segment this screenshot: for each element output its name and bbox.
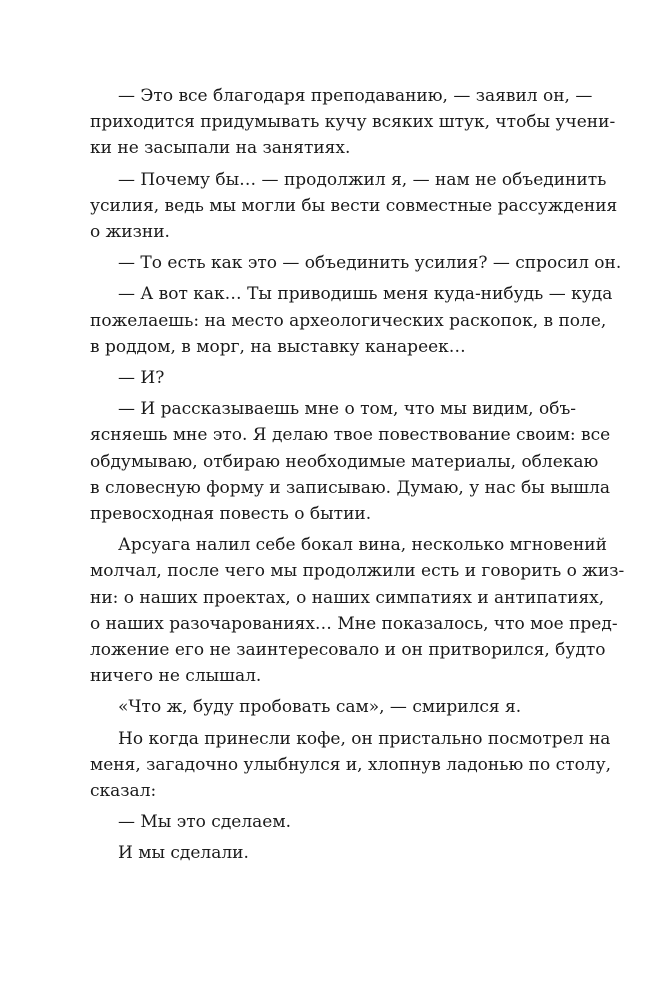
paragraph bbox=[90, 840, 576, 866]
text-line: — А вот как… Ты приводишь меня куда-нибудь — куда bbox=[118, 284, 613, 305]
paragraph bbox=[90, 167, 618, 246]
text-line: меня, загадочно улыбнулся и, хлопнув ладонью по столу, bbox=[90, 754, 612, 775]
text-line: в роддом, в морг, на выставку канареек… bbox=[90, 336, 466, 357]
text-line: ясняешь мне это. Я делаю твое повествование своим: все bbox=[90, 425, 611, 446]
text-line: о жизни. bbox=[90, 222, 170, 243]
text-line: Но когда принесли кофе, он пристально посмотрел на bbox=[118, 728, 611, 749]
paragraph bbox=[90, 281, 613, 360]
paragraph bbox=[90, 726, 612, 805]
paragraph bbox=[90, 694, 576, 720]
page-text bbox=[90, 83, 625, 872]
text-line: — То есть как это — объединить усилия? — спросил он. bbox=[118, 253, 622, 274]
text-line: ничего не слышал. bbox=[90, 666, 262, 687]
text-line: обдумываю, отбираю необходимые материалы, облекаю bbox=[90, 451, 599, 472]
text-line: ки не засыпали на занятиях. bbox=[90, 138, 351, 159]
text-line: приходится придумывать кучу всяких штук, чтобы учени- bbox=[90, 112, 616, 133]
paragraph bbox=[90, 396, 611, 527]
text-line: Арсуага налил себе бокал вина, несколько мгновений bbox=[118, 535, 607, 556]
text-line: превосходная повесть о бытии. bbox=[90, 504, 372, 525]
text-line: ни: о наших проектах, о наших симпатиях и антипатиях, bbox=[90, 587, 605, 608]
paragraph bbox=[90, 250, 622, 276]
paragraph bbox=[90, 83, 616, 162]
text-line: ложение его не заинтересовало и он притворился, будто bbox=[90, 640, 606, 661]
text-line: в словесную форму и записываю. Думаю, у нас бы вышла bbox=[90, 477, 611, 498]
text-line: о наших разочарованиях… Мне показалось, что мое пред- bbox=[90, 613, 618, 634]
text-line: пожелаешь: на место археологических раскопок, в поле, bbox=[90, 310, 607, 331]
text-line: — И? bbox=[118, 368, 165, 389]
text-line: молчал, после чего мы продолжили есть и говорить о жиз- bbox=[90, 561, 625, 582]
text-line: усилия, ведь мы могли бы вести совместные рассуждения bbox=[90, 195, 618, 216]
paragraph bbox=[90, 809, 576, 835]
paragraph bbox=[90, 532, 625, 689]
text-line: — Это все благодаря преподаванию, — заявил он, — bbox=[118, 86, 593, 106]
text-line: — Мы это сделаем. bbox=[118, 812, 291, 833]
text-line: — Почему бы… — продолжил я, — нам не объединить bbox=[118, 169, 607, 190]
text-line: «Что ж, буду пробовать сам», — смирился я. bbox=[118, 697, 522, 718]
text-line: И мы сделали. bbox=[118, 843, 249, 864]
text-line: — И рассказываешь мне о том, что мы видим, объ- bbox=[118, 399, 577, 420]
paragraph bbox=[90, 365, 576, 391]
text-line: сказал: bbox=[90, 781, 157, 802]
